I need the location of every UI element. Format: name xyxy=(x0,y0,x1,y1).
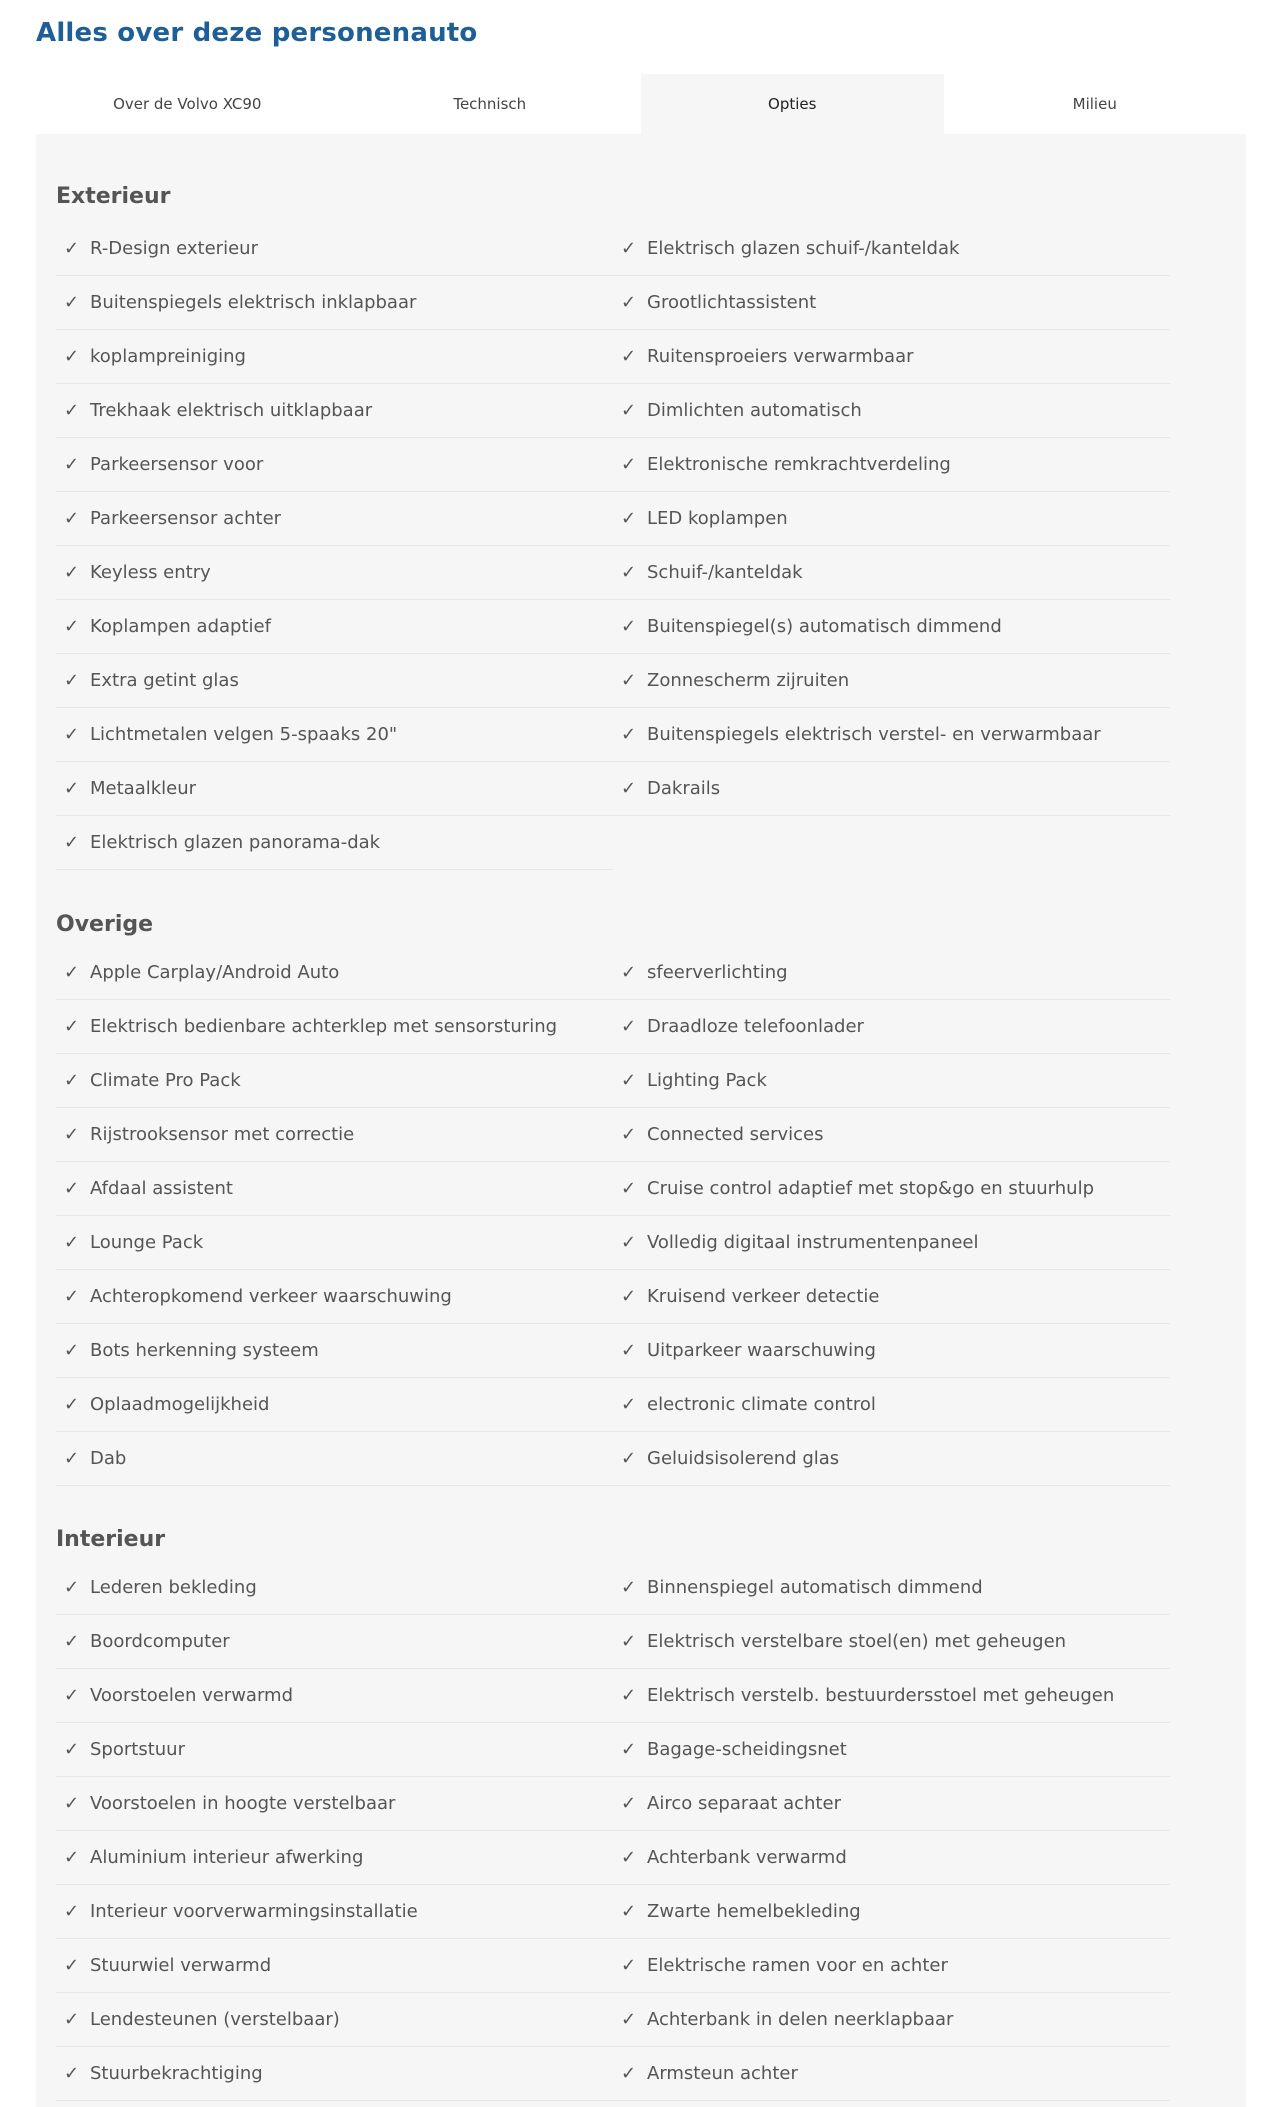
option-item xyxy=(56,1777,613,1831)
option-label: Aluminium interieur afwerking xyxy=(90,1847,364,1868)
checkmark-icon: ✓ xyxy=(64,508,80,529)
option-item xyxy=(613,2047,1170,2101)
option-item xyxy=(56,1054,613,1108)
option-item xyxy=(613,600,1170,654)
checkmark-icon: ✓ xyxy=(621,346,637,367)
option-label: Dimlichten automatisch xyxy=(647,400,862,421)
option-label: Lighting Pack xyxy=(647,1070,767,1091)
option-item xyxy=(613,1561,1170,1615)
option-label: Lounge Pack xyxy=(90,1232,204,1253)
checkmark-icon: ✓ xyxy=(621,1178,637,1199)
checkmark-icon: ✓ xyxy=(64,1232,80,1253)
checkmark-icon: ✓ xyxy=(621,616,637,637)
checkmark-icon: ✓ xyxy=(64,1631,80,1652)
option-item xyxy=(613,1324,1170,1378)
option-item xyxy=(613,1831,1170,1885)
option-label: Uitparkeer waarschuwing xyxy=(647,1340,876,1361)
option-item xyxy=(56,1000,613,1054)
option-label: Dakrails xyxy=(647,778,721,799)
checkmark-icon: ✓ xyxy=(64,1739,80,1760)
checkmark-icon: ✓ xyxy=(621,962,637,983)
checkmark-icon: ✓ xyxy=(64,1577,80,1598)
option-label: Elektrisch verstelbare stoel(en) met geheugen xyxy=(647,1631,1067,1652)
option-item xyxy=(613,946,1170,1000)
option-label: Grootlichtassistent xyxy=(647,292,817,313)
option-item xyxy=(56,492,613,546)
option-item xyxy=(56,1108,613,1162)
option-item xyxy=(56,816,613,870)
options-panel xyxy=(36,134,1246,2107)
section-title-exterieur: Exterieur xyxy=(56,184,171,209)
checkmark-icon: ✓ xyxy=(64,454,80,475)
option-item xyxy=(56,1324,613,1378)
option-label: Oplaadmogelijkheid xyxy=(90,1394,270,1415)
checkmark-icon: ✓ xyxy=(621,562,637,583)
option-item xyxy=(613,762,1170,816)
checkmark-icon: ✓ xyxy=(64,778,80,799)
option-label: Elektrisch glazen schuif-/kanteldak xyxy=(647,238,960,259)
option-label: Stuurbekrachtiging xyxy=(90,2063,263,2084)
checkmark-icon: ✓ xyxy=(621,778,637,799)
option-label: Bagage-scheidingsnet xyxy=(647,1739,847,1760)
checkmark-icon: ✓ xyxy=(64,670,80,691)
option-label: koplampreiniging xyxy=(90,346,246,367)
option-item xyxy=(613,1108,1170,1162)
section-title-interieur: Interieur xyxy=(56,1527,166,1552)
option-item xyxy=(56,1378,613,1432)
option-item xyxy=(56,1615,613,1669)
option-item xyxy=(613,1939,1170,1993)
option-label: Buitenspiegel(s) automatisch dimmend xyxy=(647,616,1002,637)
tab-milieu[interactable]: Milieu xyxy=(1072,95,1117,113)
option-label: Ruitensproeiers verwarmbaar xyxy=(647,346,914,367)
checkmark-icon: ✓ xyxy=(64,1901,80,1922)
checkmark-icon: ✓ xyxy=(64,346,80,367)
checkmark-icon: ✓ xyxy=(621,1286,637,1307)
option-label: Kruisend verkeer detectie xyxy=(647,1286,880,1307)
option-item xyxy=(613,1885,1170,1939)
option-label: Sportstuur xyxy=(90,1739,185,1760)
option-label: Zwarte hemelbekleding xyxy=(647,1901,861,1922)
checkmark-icon: ✓ xyxy=(621,2063,637,2084)
option-label: Trekhaak elektrisch uitklapbaar xyxy=(90,400,373,421)
checkmark-icon: ✓ xyxy=(64,962,80,983)
option-label: Koplampen adaptief xyxy=(90,616,271,637)
option-item xyxy=(613,1270,1170,1324)
checkmark-icon: ✓ xyxy=(621,1394,637,1415)
option-label: Geluidsisolerend glas xyxy=(647,1448,840,1469)
option-item xyxy=(613,1432,1170,1486)
option-label: Zonnescherm zijruiten xyxy=(647,670,850,691)
checkmark-icon: ✓ xyxy=(621,1016,637,1037)
option-label: Volledig digitaal instrumentenpaneel xyxy=(647,1232,979,1253)
checkmark-icon: ✓ xyxy=(64,292,80,313)
option-label: Elektrisch glazen panorama-dak xyxy=(90,832,381,853)
option-item xyxy=(56,1831,613,1885)
option-item xyxy=(56,654,613,708)
checkmark-icon: ✓ xyxy=(621,1739,637,1760)
checkmark-icon: ✓ xyxy=(621,1070,637,1091)
option-label: electronic climate control xyxy=(647,1394,876,1415)
option-label: Metaalkleur xyxy=(90,778,197,799)
option-item xyxy=(613,1993,1170,2047)
option-label: Elektrische ramen voor en achter xyxy=(647,1955,948,1976)
checkmark-icon: ✓ xyxy=(64,562,80,583)
checkmark-icon: ✓ xyxy=(621,1340,637,1361)
checkmark-icon: ✓ xyxy=(64,2009,80,2030)
options-list-overige xyxy=(56,946,1206,1486)
option-item xyxy=(613,276,1170,330)
option-item xyxy=(56,1885,613,1939)
checkmark-icon: ✓ xyxy=(621,400,637,421)
checkmark-icon: ✓ xyxy=(621,1901,637,1922)
checkmark-icon: ✓ xyxy=(64,616,80,637)
option-item xyxy=(613,438,1170,492)
option-label: Lederen bekleding xyxy=(90,1577,257,1598)
checkmark-icon: ✓ xyxy=(621,292,637,313)
option-label: Buitenspiegels elektrisch inklapbaar xyxy=(90,292,417,313)
option-label: Parkeersensor voor xyxy=(90,454,264,475)
option-item xyxy=(56,1723,613,1777)
option-label: Rijstrooksensor met correctie xyxy=(90,1124,355,1145)
option-label: Elektrisch bedienbare achterklep met sensorsturing xyxy=(90,1016,558,1037)
option-item xyxy=(613,1615,1170,1669)
option-item xyxy=(613,654,1170,708)
option-label: Parkeersensor achter xyxy=(90,508,282,529)
option-item xyxy=(56,546,613,600)
option-label: Dab xyxy=(90,1448,127,1469)
option-label: Voorstoelen in hoogte verstelbaar xyxy=(90,1793,396,1814)
option-label: Climate Pro Pack xyxy=(90,1070,241,1091)
checkmark-icon: ✓ xyxy=(621,508,637,529)
checkmark-icon: ✓ xyxy=(64,832,80,853)
checkmark-icon: ✓ xyxy=(621,1955,637,1976)
option-label: Interieur voorverwarmingsinstallatie xyxy=(90,1901,418,1922)
tab-opties[interactable]: Opties xyxy=(641,74,944,134)
option-item xyxy=(56,384,613,438)
option-label: Armsteun achter xyxy=(647,2063,798,2084)
checkmark-icon: ✓ xyxy=(64,1178,80,1199)
option-label: Connected services xyxy=(647,1124,824,1145)
option-item xyxy=(613,1216,1170,1270)
option-label: Achterbank verwarmd xyxy=(647,1847,847,1868)
option-item xyxy=(613,1669,1170,1723)
option-label: Boordcomputer xyxy=(90,1631,230,1652)
checkmark-icon: ✓ xyxy=(64,1685,80,1706)
checkmark-icon: ✓ xyxy=(64,1016,80,1037)
option-label: Achteropkomend verkeer waarschuwing xyxy=(90,1286,452,1307)
option-item xyxy=(613,1162,1170,1216)
option-label: Cruise control adaptief met stop&go en stuurhulp xyxy=(647,1178,1095,1199)
checkmark-icon: ✓ xyxy=(621,238,637,259)
checkmark-icon: ✓ xyxy=(64,1847,80,1868)
option-item xyxy=(56,276,613,330)
checkmark-icon: ✓ xyxy=(621,1793,637,1814)
option-item xyxy=(56,1216,613,1270)
option-item xyxy=(56,1270,613,1324)
tab-technisch[interactable]: Technisch xyxy=(453,95,527,113)
tab-over-de-volvo[interactable]: Over de Volvo XC90 xyxy=(113,95,262,113)
checkmark-icon: ✓ xyxy=(621,1232,637,1253)
checkmark-icon: ✓ xyxy=(64,1394,80,1415)
checkmark-icon: ✓ xyxy=(64,1793,80,1814)
option-label: R-Design exterieur xyxy=(90,238,258,259)
checkmark-icon: ✓ xyxy=(64,2063,80,2084)
option-item xyxy=(613,1777,1170,1831)
option-label: sfeerverlichting xyxy=(647,962,788,983)
checkmark-icon: ✓ xyxy=(64,1448,80,1469)
option-item xyxy=(613,1378,1170,1432)
checkmark-icon: ✓ xyxy=(621,724,637,745)
checkmark-icon: ✓ xyxy=(64,724,80,745)
option-label: Buitenspiegels elektrisch verstel- en verwarmbaar xyxy=(647,724,1101,745)
tab-bar xyxy=(36,74,1246,134)
page-title: Alles over deze personenauto xyxy=(36,18,478,48)
option-label: LED koplampen xyxy=(647,508,788,529)
checkmark-icon: ✓ xyxy=(64,1340,80,1361)
option-item xyxy=(613,1723,1170,1777)
checkmark-icon: ✓ xyxy=(64,238,80,259)
option-item xyxy=(56,946,613,1000)
option-item xyxy=(613,1000,1170,1054)
checkmark-icon: ✓ xyxy=(621,2009,637,2030)
option-item xyxy=(613,222,1170,276)
option-label: Achterbank in delen neerklapbaar xyxy=(647,2009,954,2030)
checkmark-icon: ✓ xyxy=(621,454,637,475)
option-item xyxy=(56,222,613,276)
option-item xyxy=(56,1432,613,1486)
checkmark-icon: ✓ xyxy=(64,1124,80,1145)
checkmark-icon: ✓ xyxy=(621,1847,637,1868)
option-label: Lichtmetalen velgen 5-spaaks 20" xyxy=(90,724,398,745)
option-label: Apple Carplay/Android Auto xyxy=(90,962,340,983)
option-label: Extra getint glas xyxy=(90,670,239,691)
option-item xyxy=(613,708,1170,762)
checkmark-icon: ✓ xyxy=(64,1286,80,1307)
option-item xyxy=(56,1993,613,2047)
option-item xyxy=(613,546,1170,600)
checkmark-icon: ✓ xyxy=(64,400,80,421)
option-item xyxy=(56,1162,613,1216)
checkmark-icon: ✓ xyxy=(621,1685,637,1706)
option-item xyxy=(56,1561,613,1615)
option-item xyxy=(56,1669,613,1723)
checkmark-icon: ✓ xyxy=(621,1448,637,1469)
option-item xyxy=(56,1939,613,1993)
option-item xyxy=(56,600,613,654)
option-item xyxy=(56,438,613,492)
checkmark-icon: ✓ xyxy=(64,1955,80,1976)
option-item xyxy=(56,708,613,762)
option-label: Bots herkenning systeem xyxy=(90,1340,319,1361)
option-label: Lendesteunen (verstelbaar) xyxy=(90,2009,340,2030)
option-label: Airco separaat achter xyxy=(647,1793,841,1814)
option-item xyxy=(613,384,1170,438)
checkmark-icon: ✓ xyxy=(621,670,637,691)
option-item xyxy=(56,330,613,384)
checkmark-icon: ✓ xyxy=(621,1631,637,1652)
option-label: Keyless entry xyxy=(90,562,211,583)
options-list-interieur xyxy=(56,1561,1206,2101)
option-label: Binnenspiegel automatisch dimmend xyxy=(647,1577,983,1598)
section-title-overige: Overige xyxy=(56,912,154,937)
checkmark-icon: ✓ xyxy=(621,1577,637,1598)
option-label: Afdaal assistent xyxy=(90,1178,233,1199)
option-label: Stuurwiel verwarmd xyxy=(90,1955,272,1976)
option-item xyxy=(613,1054,1170,1108)
option-item xyxy=(613,330,1170,384)
option-item xyxy=(613,492,1170,546)
option-label: Schuif-/kanteldak xyxy=(647,562,803,583)
option-label: Elektrisch verstelb. bestuurdersstoel met geheugen xyxy=(647,1685,1115,1706)
option-label: Elektronische remkrachtverdeling xyxy=(647,454,951,475)
option-label: Draadloze telefoonlader xyxy=(647,1016,864,1037)
option-label: Voorstoelen verwarmd xyxy=(90,1685,293,1706)
option-item xyxy=(56,762,613,816)
options-list-exterieur xyxy=(56,222,1206,870)
checkmark-icon: ✓ xyxy=(64,1070,80,1091)
option-item xyxy=(56,2047,613,2101)
checkmark-icon: ✓ xyxy=(621,1124,637,1145)
